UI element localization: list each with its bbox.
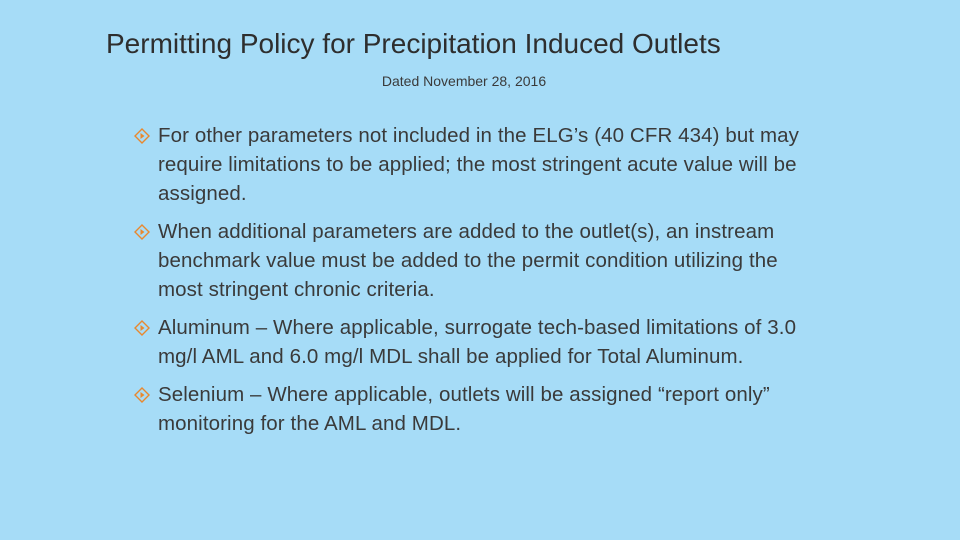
bullet-list bbox=[134, 121, 824, 447]
bullet-text: When additional parameters are added to the outlet(s), an instream benchmark value must be added to the permit condition utilizing the most stringent chronic criteria. bbox=[158, 220, 778, 301]
bullet-text: For other parameters not included in the ELG’s (40 CFR 434) but may require limitations to be applied; the most stringent acute value will be assigned. bbox=[158, 124, 799, 205]
diamond-arrow-icon bbox=[134, 313, 158, 342]
bullet-text: Aluminum – Where applicable, surrogate tech-based limitations of 3.0 mg/l AML and 6.0 mg/l MDL shall be applied for Total Aluminum. bbox=[158, 316, 797, 368]
diamond-arrow-icon bbox=[134, 380, 158, 409]
bullet-item bbox=[134, 121, 824, 208]
diamond-arrow-icon bbox=[134, 217, 158, 246]
bullet-text: Selenium – Where applicable, outlets will be assigned “report only” monitoring for the AML and MDL. bbox=[158, 383, 770, 435]
bullet-item bbox=[134, 380, 824, 438]
slide-subtitle: Dated November 28, 2016 bbox=[381, 73, 547, 89]
bullet-item bbox=[134, 217, 824, 304]
bullet-item bbox=[134, 313, 824, 371]
diamond-arrow-icon bbox=[134, 121, 158, 150]
slide-title: Permitting Policy for Precipitation Induced Outlets bbox=[106, 28, 721, 59]
